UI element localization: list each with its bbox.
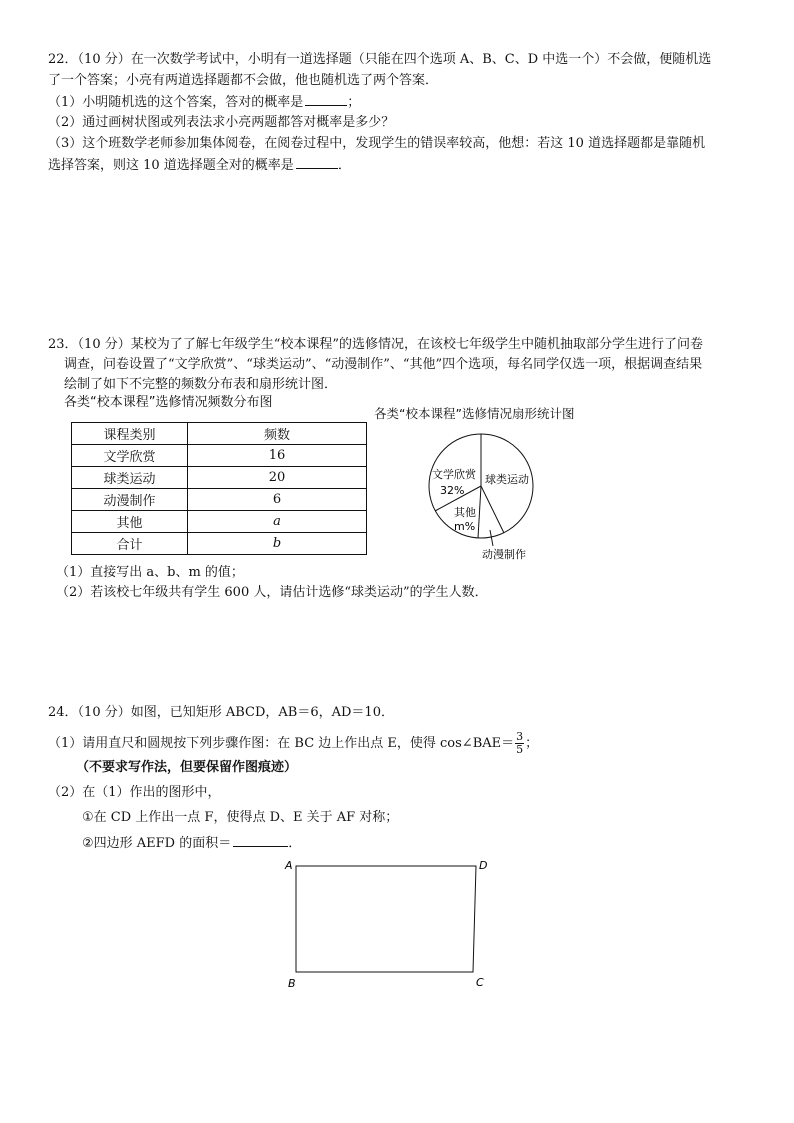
- table-cell: 6: [188, 489, 367, 511]
- q24-part1-end: ；: [525, 736, 539, 751]
- table-cell: b: [188, 533, 367, 555]
- q24-part2: （2）在（1）作出的图形中，: [48, 785, 221, 800]
- q24-note: （不要求写作法，但要保留作图痕迹）: [76, 760, 298, 775]
- pie-divider: [478, 486, 481, 538]
- table-cell: 16: [188, 445, 367, 467]
- q24-part1: [48, 731, 538, 756]
- q22-part3-line2: [48, 155, 351, 176]
- pie-divider: [481, 486, 504, 533]
- vertex-label-b: B: [288, 977, 296, 990]
- table-row: [72, 445, 367, 467]
- q24-step2-end: ．: [288, 836, 302, 851]
- table-cell: 动漫制作: [72, 489, 188, 511]
- q22-part3-text: 选择答案，则这 10 道选择题全对的概率是: [48, 158, 294, 173]
- table-header-cell: 课程类别: [72, 423, 188, 445]
- q23-part1: （1）直接写出 a、b、m 的值；: [56, 565, 244, 580]
- q24-step1-text: 在 CD 上作出一点 F，使得点 D、E 关于 AF 对称；: [93, 810, 399, 825]
- vertex-label-d: D: [479, 859, 488, 872]
- table-cell: 球类运动: [72, 467, 188, 489]
- rectangle-abcd: [296, 866, 476, 972]
- table-cell: 20: [188, 467, 367, 489]
- pie-label-other: 其他: [454, 506, 476, 519]
- table-header-cell: 频数: [188, 423, 367, 445]
- pie-label-other-pct: m%: [454, 520, 476, 533]
- q22-part1-text: （1）小明随机选的这个答案，答对的概率是: [48, 95, 304, 110]
- q22-part3-line1: （3）这个班数学老师参加集体阅卷，在阅卷过程中，发现学生的错误率较高，他想：若这 10 道选择题都是靠随机: [48, 136, 706, 151]
- answer-blank: [296, 155, 338, 169]
- fraction: [515, 731, 524, 756]
- q24-stem: 24．（10 分）如图，已知矩形 ABCD，AB＝6，AD＝10．: [48, 705, 394, 720]
- pie-label-literature: 文学欣赏: [432, 468, 476, 481]
- pie-label-literature-pct: 32%: [440, 484, 465, 497]
- pie-leader-line: [490, 530, 493, 546]
- rectangle-figure: [280, 855, 500, 995]
- q22-part3-end: ．: [337, 158, 351, 173]
- q24-part1-text: （1）请用直尺和圆规按下列步骤作图：在 BC 边上作出点 E，使得 cos∠BAE＝: [48, 736, 515, 751]
- table-cell: 合计: [72, 533, 188, 555]
- q23-stem-line2: 调查，问卷设置了“文学欣赏”、“球类运动”、“动漫制作”、“其他”四个选项，每名同学仅选一项，根据调查结果: [64, 357, 703, 372]
- answer-blank: [233, 833, 288, 847]
- table-cell: a: [188, 511, 367, 533]
- q24-step2: [82, 833, 301, 854]
- step-number-1: ①: [82, 810, 94, 825]
- table-cell: 其他: [72, 511, 188, 533]
- pie-chart: [420, 420, 580, 570]
- frequency-table: [71, 422, 367, 555]
- pie-chart-title: 各类“校本课程”选修情况扇形统计图: [374, 406, 575, 421]
- q22-stem-line1: 22．（10 分）在一次数学考试中，小明有一道选择题（只能在四个选项 A、B、C、D 中选一个）不会做，便随机选: [48, 52, 712, 67]
- table-row: [72, 489, 367, 511]
- q24-step1: [82, 808, 398, 828]
- answer-blank: [305, 92, 347, 106]
- fraction-denominator: 5: [516, 743, 524, 756]
- table-row: [72, 511, 367, 533]
- fraction-numerator: 3: [516, 730, 524, 743]
- vertex-label-a: A: [285, 859, 293, 872]
- step-number-2: ②: [82, 836, 94, 851]
- q23-part2: （2）若该校七年级共有学生 600 人，请估计选修“球类运动”的学生人数．: [56, 585, 488, 600]
- pie-label-ball: 球类运动: [485, 473, 529, 486]
- q24-step2-text: 四边形 AEFD 的面积＝: [93, 836, 232, 851]
- vertex-label-c: C: [476, 976, 484, 989]
- pie-label-anime: 动漫制作: [482, 548, 526, 561]
- q23-stem-line3: 绘制了如下不完整的频数分布表和扇形统计图．: [64, 377, 338, 392]
- table-cell: 文学欣赏: [72, 445, 188, 467]
- q22-part1: [48, 92, 360, 113]
- q22-stem-line2: 了一个答案；小亮有两道选择题都不会做，他也随机选了两个答案．: [48, 73, 439, 88]
- table-header-row: [72, 423, 367, 445]
- table-title: 各类“校本课程”选修情况频数分布图: [64, 395, 273, 410]
- q22-part1-end: ；: [347, 95, 361, 110]
- table-row: [72, 533, 367, 555]
- q23-stem-line1: 23．（10 分）某校为了了解七年级学生“校本课程”的选修情况，在该校七年级学生中随机抽取部分学生进行了问卷: [48, 337, 704, 352]
- table-row: [72, 467, 367, 489]
- q22-part2: （2）通过画树状图或列表法求小亮两题都答对概率是多少？: [48, 115, 395, 130]
